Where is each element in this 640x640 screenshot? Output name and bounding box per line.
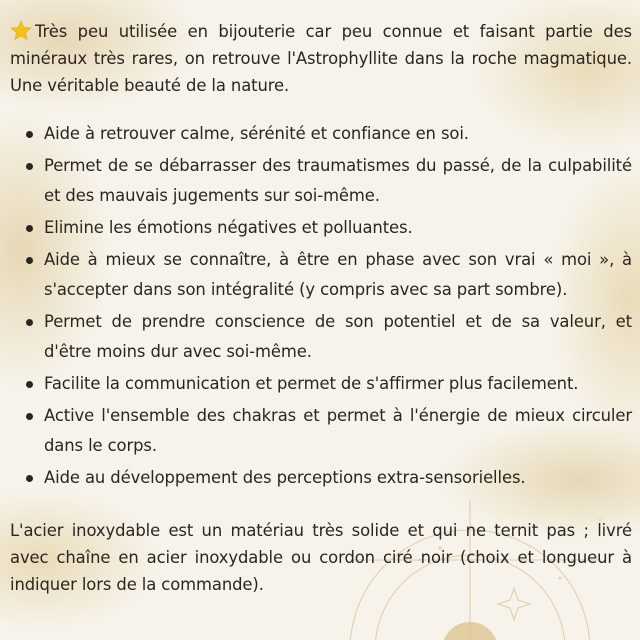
- list-item: [10, 245, 632, 305]
- list-item: [10, 119, 632, 149]
- bullet-icon: [26, 163, 33, 170]
- list-item-text: Facilite la communication et permet de s'affirmer plus facilement.: [44, 374, 579, 393]
- list-item: [10, 369, 632, 399]
- list-item-text: Permet de se débarrasser des traumatismes du passé, de la culpabilité et des mauvais jugements sur soi-même.: [44, 156, 632, 205]
- bullet-icon: [26, 257, 33, 264]
- list-item-text: Aide à retrouver calme, sérénité et confiance en soi.: [44, 124, 469, 143]
- list-item: [10, 213, 632, 243]
- list-item-text: Elimine les émotions négatives et polluantes.: [44, 218, 413, 237]
- list-item-text: Permet de prendre conscience de son potentiel et de sa valeur, et d'être moins dur avec soi-même.: [44, 312, 632, 361]
- star-icon: [10, 20, 32, 40]
- list-item-text: Aide au développement des perceptions extra-sensorielles.: [44, 468, 526, 487]
- description-block: [10, 18, 632, 598]
- bullet-icon: [26, 475, 33, 482]
- intro-paragraph: [10, 18, 632, 99]
- sun-ornament: [442, 622, 498, 640]
- list-item-text: Aide à mieux se connaître, à être en phase avec son vrai « moi », à s'accepter dans son intégralité (y compris avec sa part sombre).: [44, 250, 632, 299]
- list-item-text: Active l'ensemble des chakras et permet à l'énergie de mieux circuler dans le corps.: [44, 406, 632, 455]
- intro-text: Très peu utilisée en bijouterie car peu connue et faisant partie des minéraux très rares, on retrouve l'Astrophyllite dans la roche magmatique. Une véritable beauté de la nature.: [10, 22, 632, 95]
- bullet-icon: [26, 131, 33, 138]
- outro-paragraph: L'acier inoxydable est un matériau très solide et qui ne ternit pas ; livré avec chaîne en acier inoxydable ou cordon ciré noir (choix et longueur à indiquer lors de la commande).: [10, 521, 632, 594]
- list-item: [10, 463, 632, 493]
- bullet-icon: [26, 413, 33, 420]
- benefits-list: [10, 119, 632, 493]
- bullet-icon: [26, 319, 33, 326]
- list-item: [10, 401, 632, 461]
- bullet-icon: [26, 381, 33, 388]
- list-item: [10, 151, 632, 211]
- list-item: [10, 307, 632, 367]
- bullet-icon: [26, 225, 33, 232]
